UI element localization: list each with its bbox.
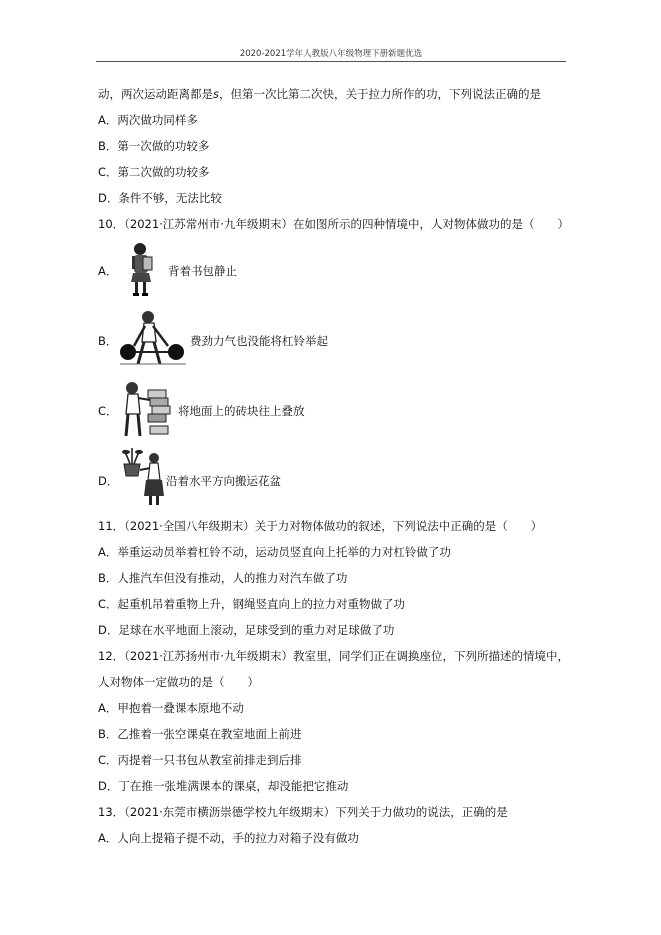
q9-option-d: D．条件不够，无法比较 bbox=[98, 191, 222, 205]
q13-option-a: A．人向上提箱子提不动，手的拉力对箱子没有做功 bbox=[98, 831, 359, 845]
q9-option-b: B．第一次做的功较多 bbox=[98, 139, 210, 153]
q10-option-b-letter: B． bbox=[98, 334, 118, 348]
q12-option-d: D．丁在推一张堆满课本的课桌，却没能把它推动 bbox=[98, 779, 349, 793]
q10-option-b-text: 费劲力气也没能将杠铃举起 bbox=[190, 334, 328, 348]
q9-stem-variable: s bbox=[213, 87, 219, 101]
q11-option-a: A．举重运动员举着杠铃不动，运动员竖直向上托举的力对杠铃做了功 bbox=[98, 545, 451, 559]
q12-stem-line1: 12．（2021·江苏扬州市·九年级期末）教室里，同学们正在调换座位，下列所描述的情境中， bbox=[98, 649, 569, 663]
carrying-flowerpot-figure bbox=[118, 446, 168, 508]
q10-option-c-text: 将地面上的砖块往上叠放 bbox=[178, 404, 305, 418]
child-backpack-figure bbox=[126, 240, 158, 298]
q10-option-a-text: 背着书包静止 bbox=[168, 264, 237, 278]
q11-option-d: D．足球在水平地面上滚动，足球受到的重力对足球做了功 bbox=[98, 623, 395, 637]
header-divider bbox=[96, 61, 566, 62]
page-header: 2020-2021学年人教版八年级物理下册新题优选 bbox=[239, 49, 423, 59]
q10-option-d-letter: D． bbox=[98, 474, 119, 488]
q10-stem: 10．（2021·江苏常州市·九年级期末）在如图所示的四种情境中，人对物体做功的是（ ） bbox=[98, 217, 569, 231]
q10-option-d-text: 沿着水平方向搬运花盆 bbox=[166, 474, 281, 488]
q10-option-a-letter: A． bbox=[98, 264, 118, 278]
q11-option-c: C．起重机吊着重物上升，钢绳竖直向上的拉力对重物做了功 bbox=[98, 597, 406, 611]
q12-stem-line2: 人对物体一定做功的是（ ） bbox=[98, 675, 259, 689]
q9-option-a: A．两次做功同样多 bbox=[98, 113, 198, 127]
stacking-bricks-figure bbox=[120, 378, 178, 440]
q9-stem bbox=[98, 86, 541, 102]
weightlifter-figure bbox=[118, 308, 188, 370]
q9-stem-part2: ，但第一次比第二次快，关于拉力所作的功，下列说法正确的是 bbox=[219, 87, 541, 101]
q9-option-c: C．第二次做的功较多 bbox=[98, 165, 210, 179]
q11-stem: 11．（2021·全国八年级期末）关于力对物体做功的叙述，下列说法中正确的是（ ） bbox=[98, 519, 543, 533]
q12-option-c: C．丙提着一只书包从教室前排走到后排 bbox=[98, 753, 302, 767]
q10-option-c-letter: C． bbox=[98, 404, 118, 418]
q13-stem: 13．（2021·东莞市横沥崇德学校九年级期末）下列关于力做功的说法，正确的是 bbox=[98, 805, 508, 819]
q12-option-a: A．甲抱着一叠课本原地不动 bbox=[98, 701, 244, 715]
q11-option-b: B．人推汽车但没有推动，人的推力对汽车做了功 bbox=[98, 571, 348, 585]
q9-stem-part1: 动，两次运动距离都是 bbox=[98, 87, 213, 101]
q12-option-b: B．乙推着一张空课桌在教室地面上前进 bbox=[98, 727, 302, 741]
